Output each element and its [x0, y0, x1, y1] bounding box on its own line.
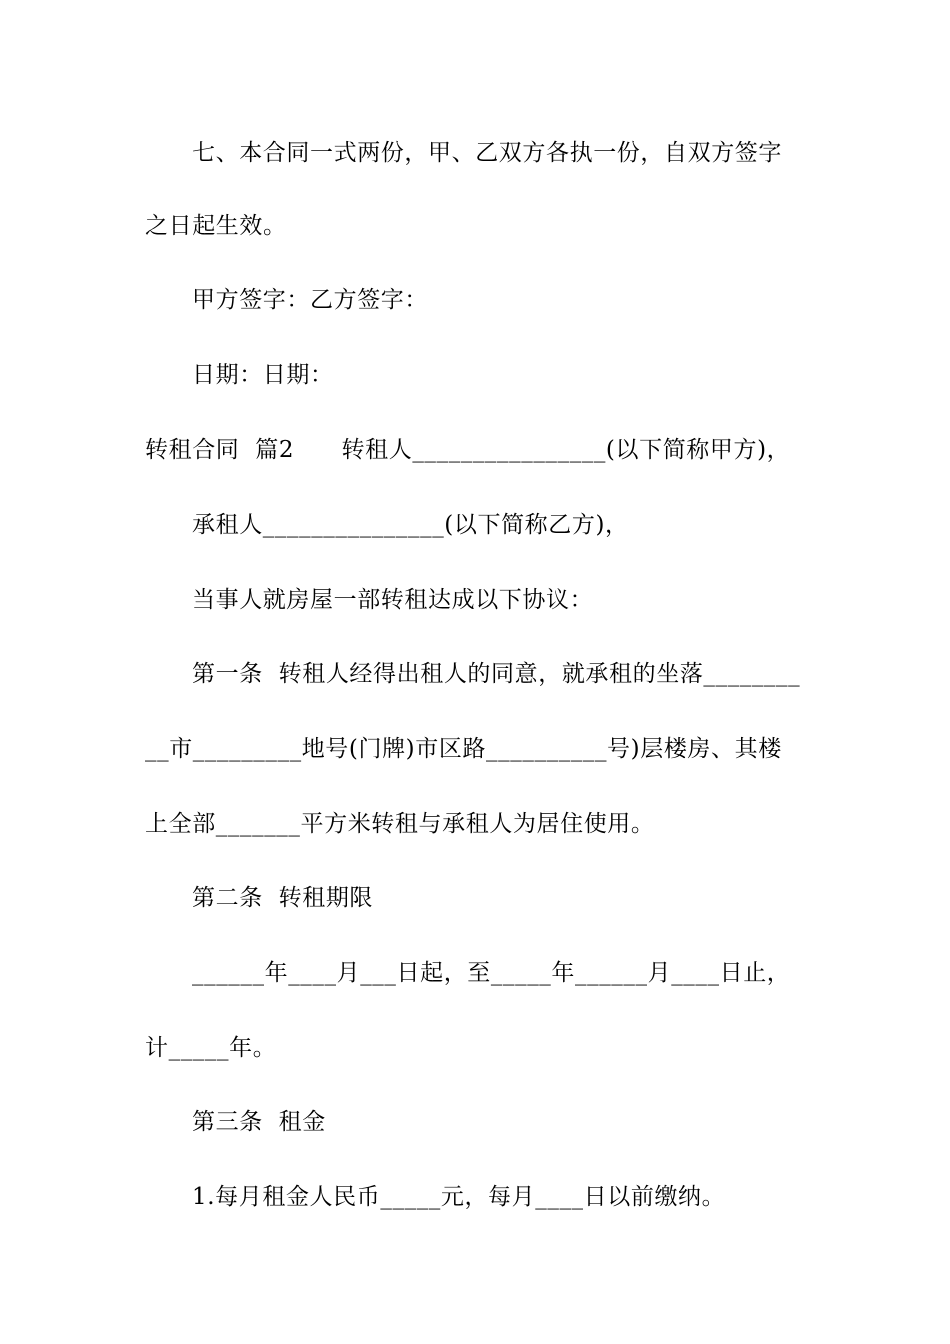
paragraph-line: 甲方签字：乙方签字：: [192, 287, 428, 313]
paragraph-line: __市_________地号(门牌)市区路__________号)层楼房、其楼: [145, 736, 782, 762]
article-heading: 第二条 转租期限: [192, 885, 374, 911]
paragraph-line: 之日起生效。: [145, 213, 287, 239]
paragraph-line: 计_____年。: [145, 1035, 277, 1061]
paragraph-line: 承租人_______________(以下简称乙方)，: [192, 512, 629, 538]
paragraph-line: 日期：日期：: [192, 362, 334, 388]
section-heading-line: 转租合同 篇2 转租人________________(以下简称甲方)，: [145, 437, 791, 463]
paragraph-line: ______年____月___日起，至_____年______月____日止，: [192, 960, 791, 986]
paragraph-line: 上全部_______平方米转租与承租人为居住使用。: [145, 811, 655, 837]
paragraph-line: 七、本合同一式两份，甲、乙双方各执一份，自双方签字: [192, 140, 782, 166]
article-heading: 第三条 租金: [192, 1109, 326, 1135]
article-line: 第一条 转租人经得出租人的同意，就承租的坐落________: [192, 661, 801, 687]
paragraph-line: 当事人就房屋一部转租达成以下协议：: [192, 587, 594, 613]
paragraph-line: 1.每月租金人民币_____元，每月____日以前缴纳。: [192, 1184, 726, 1210]
